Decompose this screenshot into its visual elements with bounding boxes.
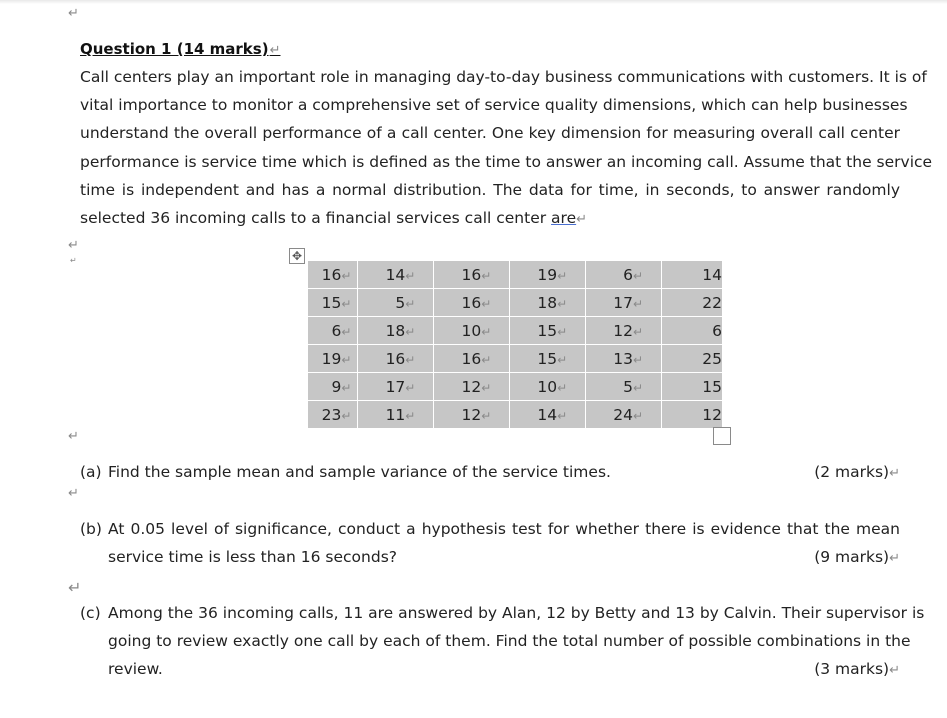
table-cell-value: 6: [712, 321, 722, 340]
table-cell-value: 6: [623, 265, 634, 284]
question-c-body: [108, 599, 925, 683]
table-cell[interactable]: [662, 317, 723, 345]
question-b-line: service time is less than 16 seconds?: [108, 548, 398, 566]
question-b-body: [108, 515, 900, 571]
cell-end-mark: ↵: [557, 380, 568, 395]
intro-line: vital importance to monitor a comprehensive set of service quality dimensions, which can help businesses: [80, 96, 908, 115]
question-b[interactable]: [80, 515, 900, 571]
table-cell-value: 17: [385, 377, 406, 396]
table-cell[interactable]: [662, 401, 723, 429]
cell-end-mark: ↵: [633, 268, 644, 283]
cell-end-mark: ↵: [405, 352, 416, 367]
cell-end-mark: ↵: [341, 380, 352, 395]
table-cell[interactable]: [586, 373, 662, 401]
cell-end-mark: ↵: [633, 296, 644, 311]
table-row: [308, 345, 723, 373]
table-cell[interactable]: [662, 345, 723, 373]
table-cell[interactable]: [434, 317, 510, 345]
table-cell[interactable]: [662, 289, 723, 317]
table-cell-value: 16: [461, 265, 482, 284]
cell-end-mark: ↵: [481, 296, 492, 311]
question-a-line: Find the sample mean and sample variance of the service times.: [108, 463, 611, 481]
paragraph-mark: ↵: [68, 429, 79, 444]
table-cell-value: 10: [537, 377, 558, 396]
table-cell[interactable]: [510, 261, 586, 289]
table-move-handle-icon[interactable]: ✥: [289, 248, 305, 264]
page-top-edge: [0, 0, 947, 4]
table-cell-value: 12: [461, 405, 482, 424]
table-cell-value: 16: [461, 293, 482, 312]
paragraph-mark: ↵: [889, 466, 900, 481]
table-cell-value: 25: [702, 349, 722, 368]
table-cell[interactable]: [434, 373, 510, 401]
table-cell-value: 15: [702, 377, 722, 396]
intro-line: understand the overall performance of a call center. One key dimension for measuring overall call center: [80, 124, 900, 143]
service-time-table[interactable]: [308, 261, 723, 429]
cell-end-mark: ↵: [405, 268, 416, 283]
cell-end-mark: ↵: [341, 352, 352, 367]
table-cell-value: 14: [537, 405, 558, 424]
table-cell-value: 15: [537, 349, 558, 368]
table-cell-value: 23: [321, 405, 342, 424]
cell-end-mark: ↵: [481, 324, 492, 339]
table-cell[interactable]: [358, 401, 434, 429]
table-cell[interactable]: [308, 345, 358, 373]
cell-end-mark: ↵: [481, 352, 492, 367]
cell-end-mark: ↵: [557, 352, 568, 367]
question-c[interactable]: [80, 599, 925, 683]
paragraph-mark: ↵: [68, 6, 79, 21]
table-cell-value: 6: [331, 321, 342, 340]
table-cell-value: 13: [613, 349, 634, 368]
cell-end-mark: ↵: [341, 324, 352, 339]
question-c-line: Among the 36 incoming calls, 11 are answered by Alan, 12 by Betty and 13 by Calvin. Their supervisor is: [108, 604, 925, 622]
cell-end-mark: ↵: [481, 380, 492, 395]
table-cell-value: 12: [461, 377, 482, 396]
cell-end-mark: ↵: [341, 408, 352, 423]
intro-line: Call centers play an important role in managing day-to-day business communications with customers. It is of: [80, 68, 927, 86]
cell-end-mark: ↵: [405, 324, 416, 339]
table-cell[interactable]: [358, 261, 434, 289]
paragraph-mark: ↵: [70, 256, 77, 265]
question-a[interactable]: [80, 458, 900, 486]
intro-line: selected 36 incoming calls to a financial services call center: [80, 209, 552, 228]
table-cell[interactable]: [358, 289, 434, 317]
intro-last-line: [80, 204, 900, 234]
cell-end-mark: ↵: [633, 380, 644, 395]
table-row: [308, 289, 723, 317]
table-cell[interactable]: [662, 261, 723, 289]
paragraph-mark: ↵: [576, 212, 588, 228]
table-cell-value: 16: [321, 265, 342, 284]
cell-end-mark: ↵: [341, 268, 352, 283]
question-b-letter: (b): [80, 520, 102, 538]
question-a-letter: (a): [80, 463, 102, 481]
intro-last-word: are: [551, 209, 577, 228]
table-cell-value: 22: [702, 293, 722, 312]
table-cell[interactable]: [586, 261, 662, 289]
cell-end-mark: ↵: [405, 296, 416, 311]
cell-end-mark: ↵: [481, 408, 492, 423]
table-cell[interactable]: [510, 401, 586, 429]
table-cell-value: 15: [321, 293, 342, 312]
table-row: [308, 317, 723, 345]
question-c-line: review.: [108, 660, 163, 678]
table-cell-value: 24: [613, 405, 634, 424]
question-title-text: Question 1 (14 marks): [80, 40, 269, 58]
cell-end-mark: ↵: [557, 268, 568, 283]
table-cell-value: 15: [537, 321, 558, 340]
table-cell[interactable]: [586, 401, 662, 429]
cell-end-mark: ↵: [633, 324, 644, 339]
table-cell-value: 5: [623, 377, 634, 396]
table-cell[interactable]: [510, 345, 586, 373]
paragraph-mark: ↵: [68, 238, 79, 253]
intro-paragraph[interactable]: [80, 63, 933, 234]
question-b-marks: [814, 543, 900, 573]
table-cell[interactable]: [358, 317, 434, 345]
table-cell[interactable]: [510, 289, 586, 317]
table-cell[interactable]: [434, 345, 510, 373]
question-c-line: going to review exactly one call by each of them. Find the total number of possible combinations in the: [108, 632, 911, 650]
cell-end-mark: ↵: [405, 408, 416, 423]
question-b-line: At 0.05 level of significance, conduct a hypothesis test for whether there is evidence that the mean: [108, 520, 900, 538]
question-a-body: [108, 458, 900, 486]
question-a-marks: [814, 458, 900, 488]
table-cell-value: 5: [395, 293, 406, 312]
question-title[interactable]: [80, 40, 280, 58]
paragraph-mark: ↵: [889, 663, 900, 678]
table-cell[interactable]: [434, 289, 510, 317]
intro-line: performance is service time which is defined as the time to answer an incoming call. Assume that the service: [80, 152, 933, 171]
table-cell[interactable]: [510, 373, 586, 401]
question-a-marks-text: (2 marks): [814, 463, 890, 481]
table-cell[interactable]: [434, 401, 510, 429]
table-cell[interactable]: [308, 261, 358, 289]
table-row: [308, 261, 723, 289]
table-cell-value: 12: [613, 321, 634, 340]
table-cell-value: 17: [613, 293, 634, 312]
paragraph-mark: ↵: [889, 551, 900, 566]
paragraph-mark: ↵: [68, 486, 79, 501]
table-cell-value: 14: [702, 265, 722, 284]
table-cell-value: 16: [385, 349, 406, 368]
table-cell-value: 19: [537, 265, 558, 284]
table-cell-value: 14: [385, 265, 406, 284]
cell-end-mark: ↵: [557, 324, 568, 339]
table-cell[interactable]: [586, 317, 662, 345]
table-cell-value: 19: [321, 349, 342, 368]
table-cell[interactable]: [586, 289, 662, 317]
cell-end-mark: ↵: [557, 408, 568, 423]
question-b-marks-text: (9 marks): [814, 548, 890, 566]
question-c-marks: [814, 655, 900, 685]
cell-end-mark: ↵: [405, 380, 416, 395]
cell-end-mark: ↵: [633, 408, 644, 423]
table-cell[interactable]: [308, 317, 358, 345]
table-cell[interactable]: [434, 261, 510, 289]
paragraph-mark: ↵: [269, 43, 281, 58]
table-resize-handle-icon[interactable]: [713, 427, 731, 445]
table-row: [308, 401, 723, 429]
table-cell[interactable]: [308, 401, 358, 429]
intro-line: time is independent and has a normal distribution. The data for time, in seconds, to answer randomly: [80, 180, 900, 199]
table-cell-value: 9: [331, 377, 342, 396]
cell-end-mark: ↵: [633, 352, 644, 367]
table-cell[interactable]: [358, 373, 434, 401]
table-cell[interactable]: [662, 373, 723, 401]
cell-end-mark: ↵: [341, 296, 352, 311]
cell-end-mark: ↵: [557, 296, 568, 311]
table-cell-value: 11: [385, 405, 406, 424]
table-cell-value: 16: [461, 349, 482, 368]
table-cell[interactable]: [586, 345, 662, 373]
cell-end-mark: ↵: [481, 268, 492, 283]
table-cell[interactable]: [510, 317, 586, 345]
table-cell-value: 10: [461, 321, 482, 340]
table-cell[interactable]: [358, 345, 434, 373]
paragraph-mark: ↵: [68, 578, 82, 597]
question-c-marks-text: (3 marks): [814, 660, 890, 678]
table-cell-value: 12: [702, 405, 722, 424]
table-cell-value: 18: [537, 293, 558, 312]
table-cell-value: 18: [385, 321, 406, 340]
question-c-letter: (c): [80, 604, 101, 622]
table-cell[interactable]: [308, 289, 358, 317]
table-row: [308, 373, 723, 401]
table-cell[interactable]: [308, 373, 358, 401]
